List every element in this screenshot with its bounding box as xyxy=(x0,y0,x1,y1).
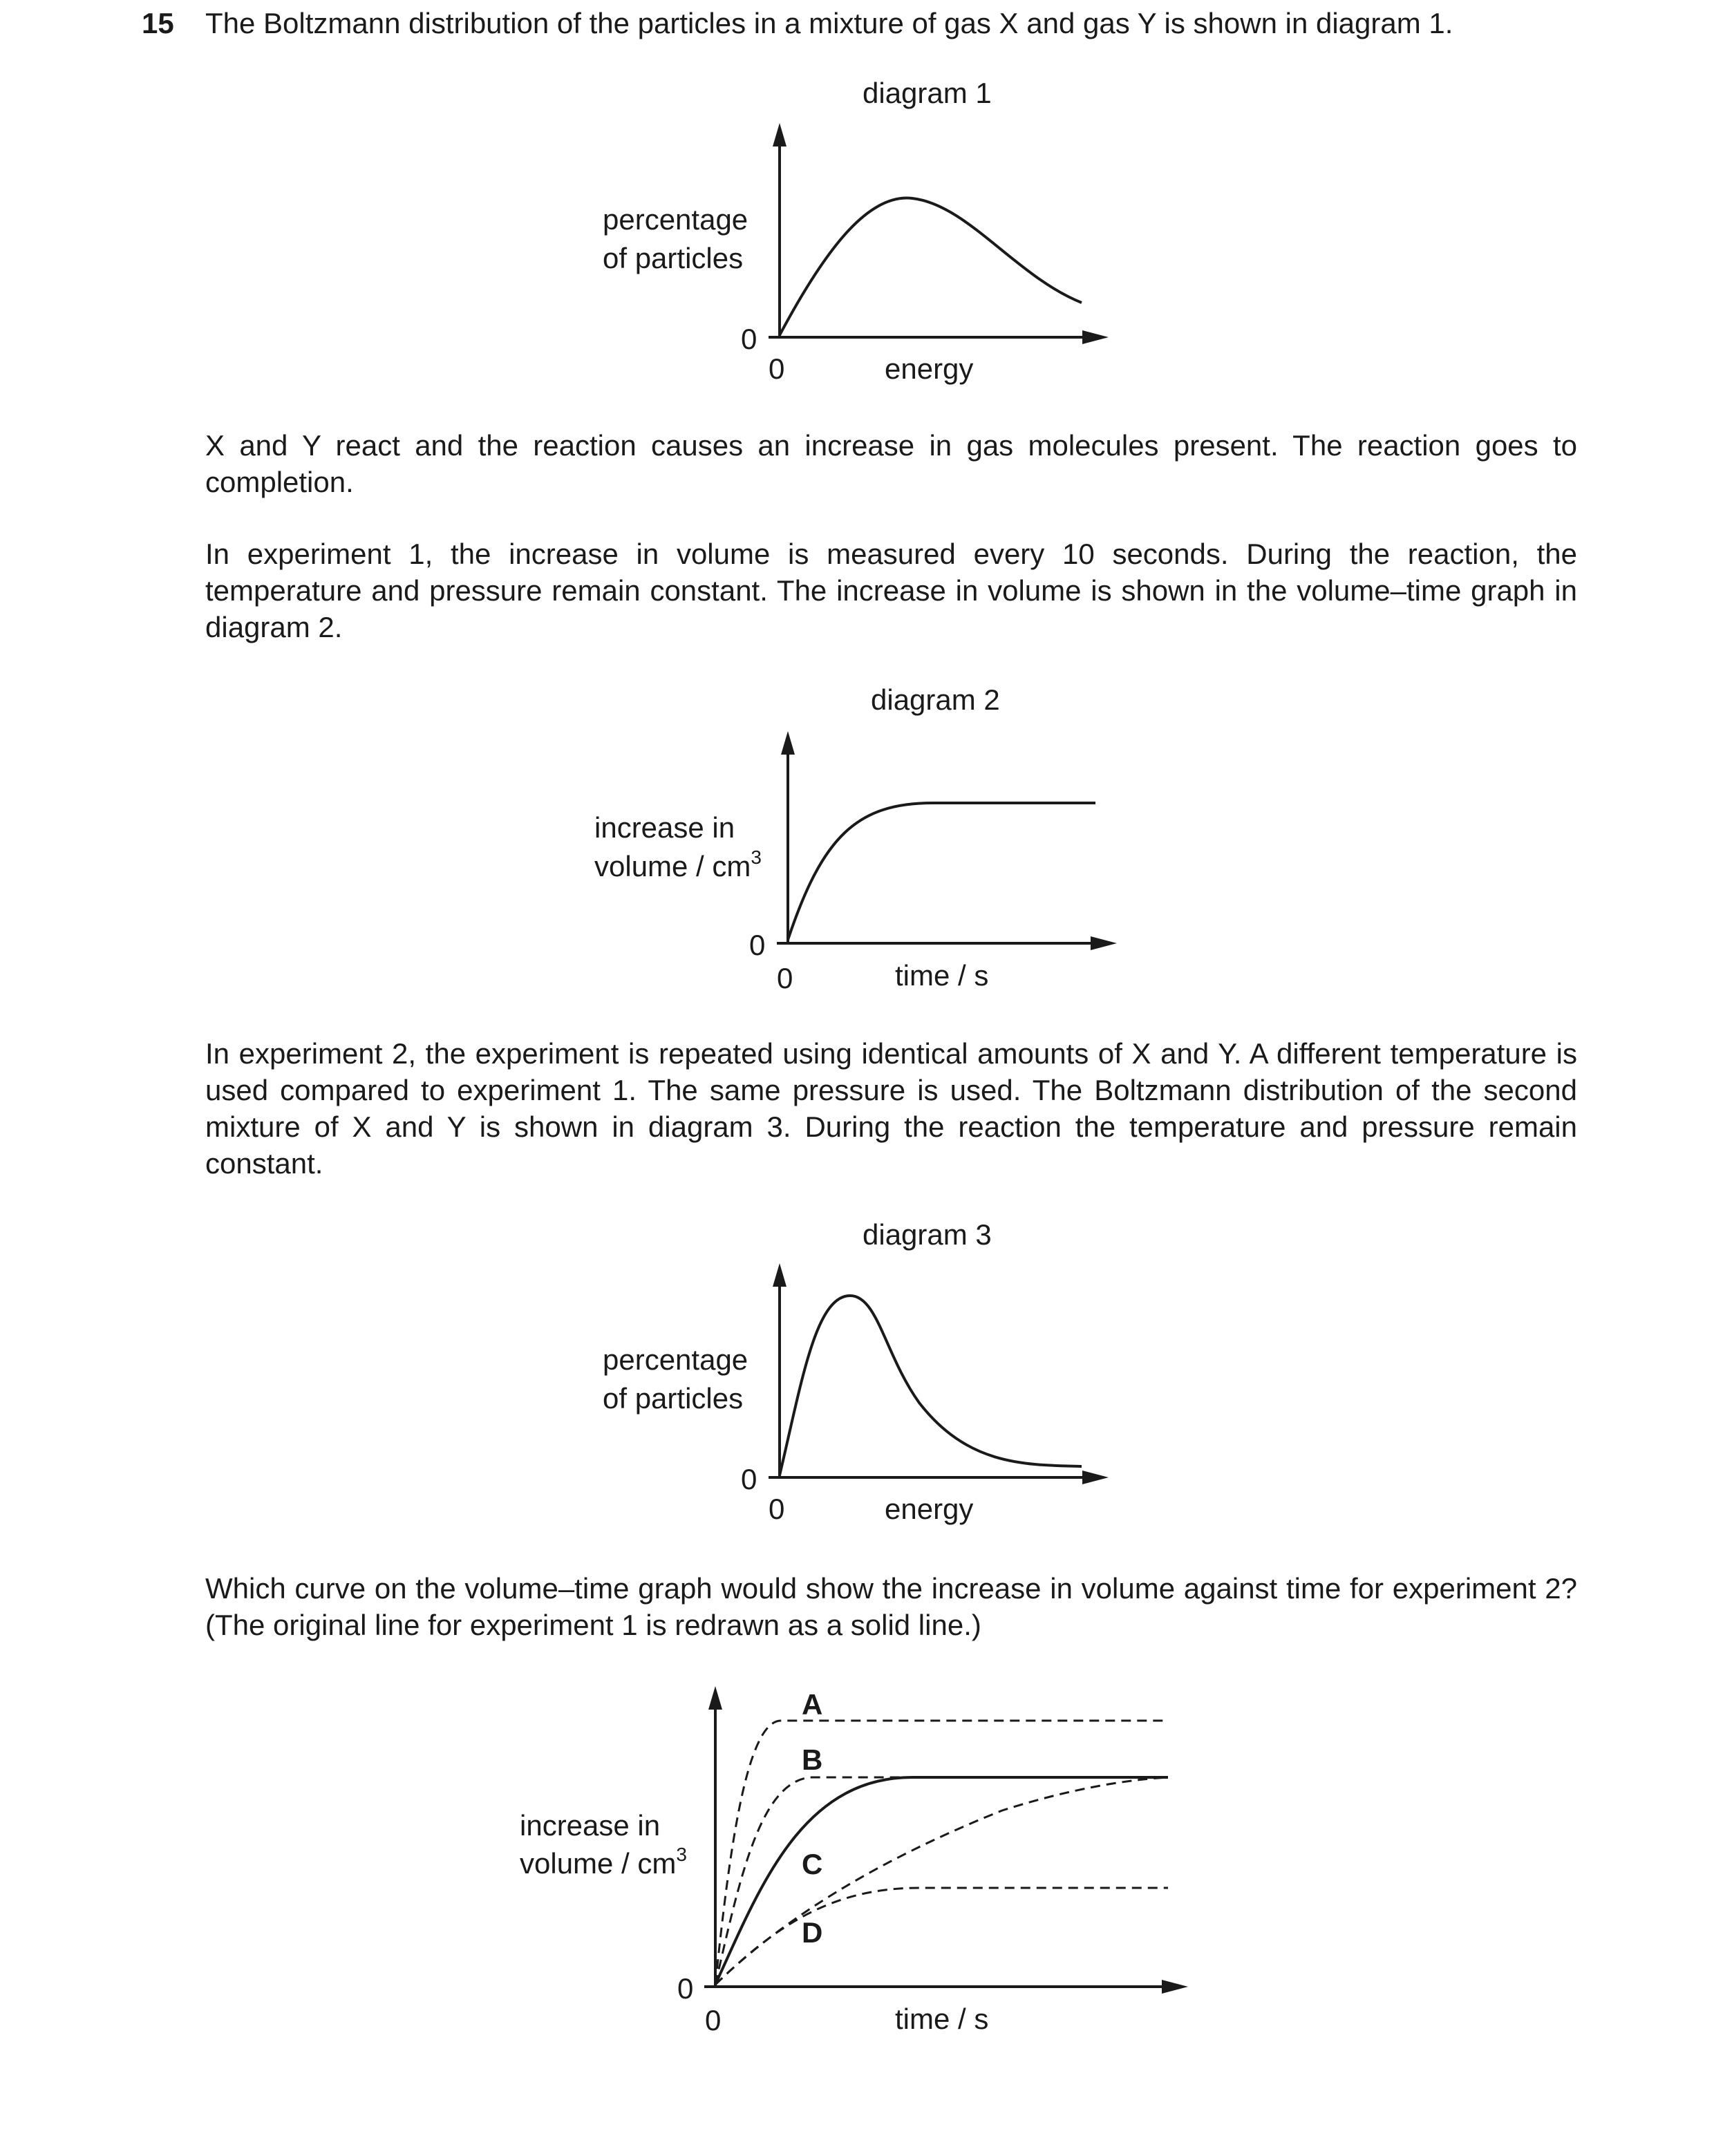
question-number: 15 xyxy=(142,7,174,39)
diagram4-xlabel: time / s xyxy=(895,2003,989,2035)
curve-b xyxy=(715,1777,1168,1985)
diagram1-graph xyxy=(0,0,1714,415)
diagram2-ylabel-line1: increase in xyxy=(594,811,735,844)
diagram3-xlabel: energy xyxy=(885,1493,974,1525)
diagram1-x-arrow xyxy=(1082,330,1109,344)
paragraph-2: In experiment 1, the increase in volume is measured every 10 seconds. During the reaction, the temperature and pressure remain constant. The increase in volume is shown in the volume–time graph in diagram 2. xyxy=(205,538,1577,643)
diagram1-ylabel-line1: percentage xyxy=(603,203,748,236)
diagram4-x-arrow xyxy=(1162,1980,1188,1994)
diagram4-y-arrow xyxy=(708,1686,722,1710)
diagram3-curve xyxy=(780,1296,1082,1475)
option-a-label: A xyxy=(802,1688,823,1721)
svg-text:volume / cm3 xyxy=(594,847,762,882)
diagram3-title: diagram 3 xyxy=(863,1218,992,1251)
paragraph-4: Which curve on the volume–time graph would show the increase in volume against time for experiment 2? (The original line for experiment 1 is redrawn as a solid line.) xyxy=(205,1572,1577,1641)
diagram3-x-arrow xyxy=(1082,1471,1109,1484)
diagram3-ylabel-line2: of particles xyxy=(603,1382,744,1415)
diagram2-xlabel: time / s xyxy=(895,959,989,992)
paragraph-1: X and Y react and the reaction causes an increase in gas molecules present. The reaction goes to completion. xyxy=(205,429,1577,498)
diagram2-title: diagram 2 xyxy=(871,683,1000,716)
curve-c xyxy=(715,1777,1168,1985)
diagram3-graph xyxy=(0,1244,1714,1589)
diagram2-x-arrow xyxy=(1091,936,1117,950)
diagram2-ylabel-line2: volume / cm xyxy=(594,850,751,882)
diagram1-title: diagram 1 xyxy=(863,77,992,109)
diagram3-ylabel-line1: percentage xyxy=(603,1343,748,1376)
diagram3-origin-y: 0 xyxy=(741,1463,757,1495)
diagram3-y-arrow xyxy=(773,1263,787,1287)
paragraph-3: In experiment 2, the experiment is repeated using identical amounts of X and Y. A different temperature is used compared to experiment 1. The same pressure is used. The Boltzmann distribution of the second mixture of X and Y is shown in diagram 3. During the reaction the temperature and pressure remain constant. xyxy=(205,1037,1577,1180)
diagram2-ylabel-sup: 3 xyxy=(751,847,762,868)
diagram4-origin-x: 0 xyxy=(705,2004,722,2036)
option-b-label: B xyxy=(802,1743,823,1776)
diagram4-origin-y: 0 xyxy=(677,1972,694,2005)
diagram4-ylabel-sup: 3 xyxy=(676,1844,687,1865)
curve-d xyxy=(715,1888,1168,1985)
diagram2-graph xyxy=(0,691,1714,1037)
diagram2-y-arrow xyxy=(781,731,795,755)
diagram1-y-arrow xyxy=(773,123,787,146)
diagram1-curve xyxy=(780,198,1082,335)
diagram1-xlabel: energy xyxy=(885,352,974,385)
curve-experiment-1 xyxy=(715,1777,1168,1985)
svg-text:volume / cm3 xyxy=(520,1844,687,1880)
diagram1-origin-y: 0 xyxy=(741,323,757,355)
diagram3-origin-x: 0 xyxy=(769,1493,785,1525)
option-c-label: C xyxy=(802,1848,823,1880)
diagram2-origin-y: 0 xyxy=(749,929,766,961)
options-graph xyxy=(0,1658,1714,2156)
option-d-label: D xyxy=(802,1916,823,1949)
question-intro: The Boltzmann distribution of the particles in a mixture of gas X and gas Y is shown in diagram 1. xyxy=(205,7,1453,39)
diagram2-curve xyxy=(788,803,1095,940)
diagram1-ylabel-line2: of particles xyxy=(603,242,744,274)
diagram1-origin-x: 0 xyxy=(769,352,785,385)
diagram4-ylabel-line1: increase in xyxy=(520,1809,661,1842)
diagram2-origin-x: 0 xyxy=(777,962,793,994)
diagram4-ylabel-line2: volume / cm xyxy=(520,1847,677,1880)
